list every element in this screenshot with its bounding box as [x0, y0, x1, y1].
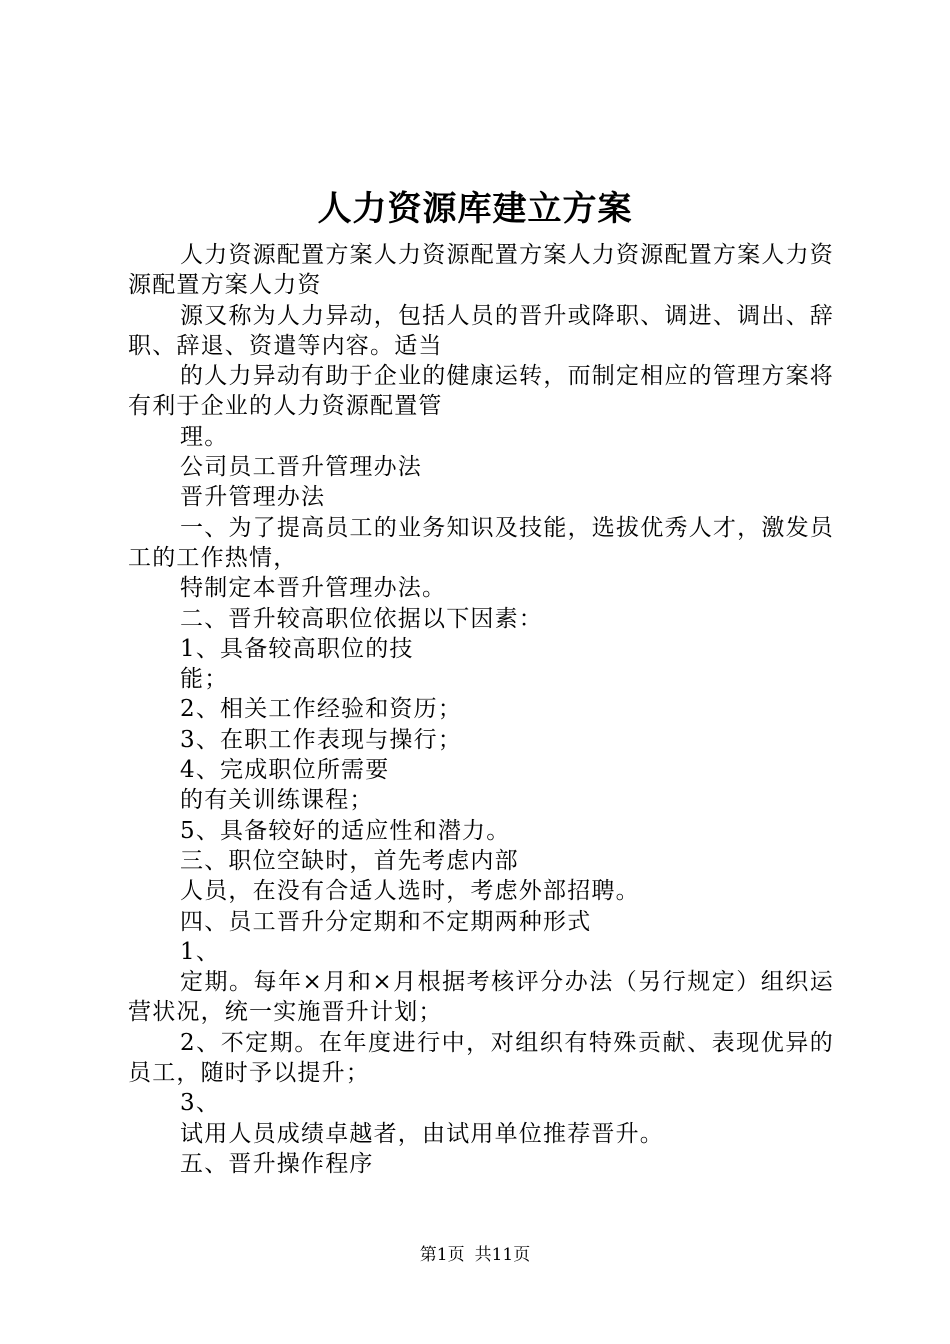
paragraph: 一、为了提高员工的业务知识及技能，选拔优秀人才，激发员工的工作热情， — [128, 514, 834, 571]
paragraph: 人员，在没有合适人选时，考虑外部招聘。 — [180, 878, 640, 905]
paragraph: 五、晋升操作程序 — [180, 1150, 374, 1177]
paragraph: 三、职位空缺时，首先考虑内部 — [180, 847, 519, 874]
paragraph: 二、晋升较高职位依据以下因素： — [180, 605, 543, 632]
paragraph: 晋升管理办法 — [180, 484, 326, 511]
paragraph: 定期。每年×月和×月根据考核评分办法（另行规定）组织运营状况，统一实施晋升计划； — [128, 969, 834, 1026]
paragraph: 特制定本晋升管理办法。 — [180, 575, 447, 602]
document-title: 人力资源库建立方案 — [317, 189, 633, 229]
page-total: 共11页 — [474, 1245, 531, 1265]
paragraph: 人力资源配置方案人力资源配置方案人力资源配置方案人力资源配置方案人力资 — [128, 242, 834, 299]
paragraph: 的有关训练课程； — [180, 787, 374, 814]
paragraph: 公司员工晋升管理办法 — [180, 454, 422, 481]
paragraph: 的人力异动有助于企业的健康运转，而制定相应的管理方案将有利于企业的人力资源配置管 — [128, 363, 834, 420]
paragraph: 试用人员成绩卓越者，由试用单位推荐晋升。 — [180, 1120, 664, 1147]
paragraph: 3、 — [180, 1090, 221, 1117]
paragraph: 3、在职工作表现与操行； — [180, 726, 463, 753]
paragraph: 能； — [180, 666, 229, 693]
paragraph: 理。 — [180, 423, 229, 450]
paragraph: 5、具备较好的适应性和潜力。 — [180, 817, 511, 844]
paragraph: 四、员工晋升分定期和不定期两种形式 — [180, 908, 592, 935]
page-footer — [0, 1243, 950, 1267]
page-number: 第1页 — [419, 1245, 465, 1265]
paragraph: 1、 — [180, 938, 221, 965]
paragraph: 2、相关工作经验和资历； — [180, 696, 463, 723]
paragraph: 源又称为人力异动，包括人员的晋升或降职、调进、调出、辞职、辞退、资遣等内容。适当 — [128, 302, 834, 359]
document-body — [128, 240, 834, 1179]
paragraph: 1、具备较高职位的技 — [180, 635, 414, 662]
paragraph: 4、完成职位所需要 — [180, 757, 390, 784]
paragraph: 2、不定期。在年度进行中，对组织有特殊贡献、表现优异的员工，随时予以提升； — [128, 1029, 834, 1087]
